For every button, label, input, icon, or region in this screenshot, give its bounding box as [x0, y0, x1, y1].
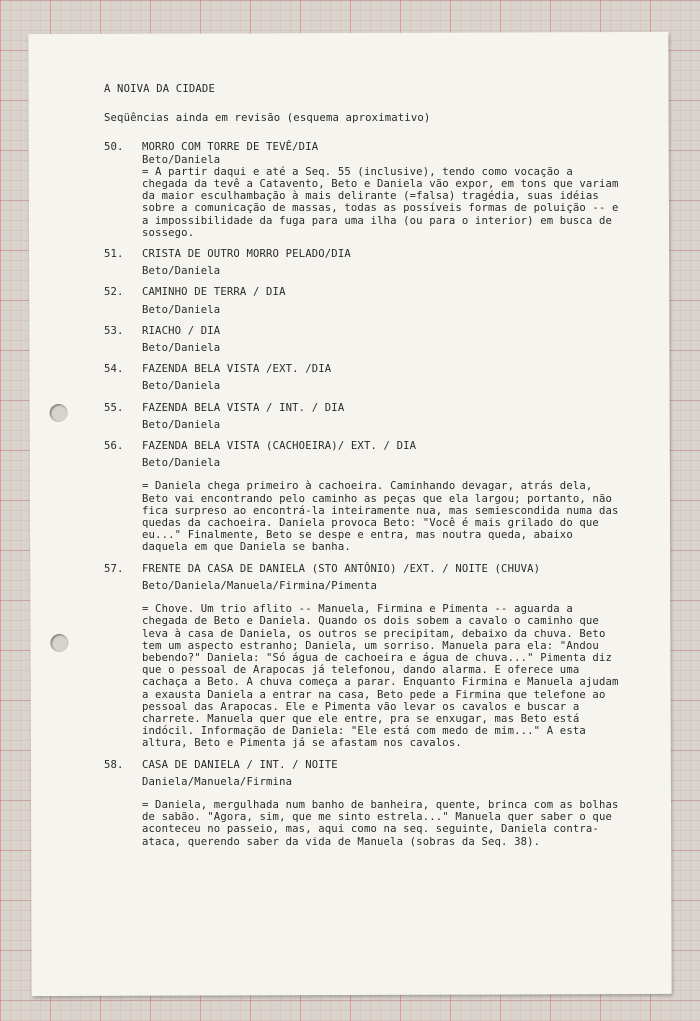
document-body — [104, 83, 619, 857]
sequence-heading: FRENTE DA CASA DE DANIELA (STO ANTÔNIO) /EXT. / NOITE (CHUVA) — [142, 562, 541, 575]
document-title: A NOIVA DA CIDADE — [104, 83, 215, 95]
sequence-description: = Daniela chega primeiro à cachoeira. Caminhando devagar, atrás dela, Beto vai encontrando pelo caminho as peças que ela largou; portanto, não fica surpreso ao encontrá-la inteiramente nua, mas semiescondida numa das quedas da cachoeira. Daniela provoca Beto: "Você é mais grilado do que eu..." Finalmente, Beto se despe e entra, mas noutra queda, abaixo daquela em que Daniela se banha. — [142, 480, 619, 554]
sequence-57 — [104, 563, 619, 750]
sequence-characters: Beto/Daniela — [142, 457, 221, 470]
sequence-number: 58. — [104, 758, 124, 771]
sequence-characters: Daniela/Manuela/Firmina — [142, 775, 293, 788]
sequence-heading: FAZENDA BELA VISTA / INT. / DIA — [142, 401, 345, 414]
sequence-description: = Daniela, mergulhada num banho de banheira, quente, brinca com as bolhas de sabão. "Agora, sim, que me sinto estrela..." Manuela quer saber o que aconteceu no passeio, mas, aqui como na seq. seguinte, Daniela contra-ataca, querendo saber da vida de Manuela (sobras da Seq. 38). — [142, 798, 619, 848]
sequence-56 — [104, 440, 619, 554]
sequence-heading: MORRO COM TORRE DE TEVÊ/DIA — [142, 141, 319, 154]
sequence-characters: Beto/Daniela — [142, 342, 221, 355]
sequence-characters: Beto/Daniela — [142, 380, 221, 393]
document-subtitle: Seqüências ainda em revisão (esquema aproximativo) — [104, 112, 431, 125]
punch-hole-top — [50, 404, 68, 422]
sequence-characters: Beto/Daniela/Manuela/Firmina/Pimenta — [142, 579, 378, 592]
sequence-number: 54. — [104, 363, 124, 376]
sequence-55 — [104, 402, 619, 431]
sequence-number: 57. — [104, 562, 124, 575]
sequence-description: = A partir daqui e até a Seq. 55 (inclusive), tendo como vocação a chegada da tevê a Catavento, Beto e Daniela vão expor, em tons que variam da maior esculhambação à mais delirante (=falsa) tragédia, suas idéias sobre a comunicação de massas, todas as possíveis formas de poluição -- e a impossibilidade da fuga para uma ilha (ou para o interior) em busca de sossego. — [142, 165, 619, 239]
sequence-number: 56. — [104, 440, 124, 453]
sequence-heading: FAZENDA BELA VISTA (CACHOEIRA)/ EXT. / DIA — [142, 440, 417, 453]
sequence-50 — [104, 141, 619, 239]
sequence-characters: Beto/Daniela — [142, 418, 221, 431]
sequence-52 — [104, 286, 619, 315]
sequence-number: 55. — [104, 401, 124, 414]
sequence-characters: Beto/Daniela — [142, 265, 221, 278]
sequence-heading: RIACHO / DIA — [142, 324, 221, 337]
sequence-heading: CAMINHO DE TERRA / DIA — [142, 286, 286, 299]
sequence-number: 51. — [104, 248, 124, 261]
sequence-heading: CRISTA DE OUTRO MORRO PELADO/DIA — [142, 248, 351, 261]
sequence-heading: CASA DE DANIELA / INT. / NOITE — [142, 758, 338, 771]
sequence-53 — [104, 325, 619, 354]
punch-hole-bottom — [50, 634, 68, 652]
sequence-number: 52. — [104, 286, 124, 299]
sequence-heading: FAZENDA BELA VISTA /EXT. /DIA — [142, 363, 332, 376]
sequence-number: 53. — [104, 324, 124, 337]
sequence-number: 50. — [104, 141, 124, 154]
sequence-54 — [104, 363, 619, 392]
sequence-description: = Chove. Um trio aflito -- Manuela, Firmina e Pimenta -- aguarda a chegada de Beto e Daniela. Quando os dois sobem a cavalo o caminho que leva à casa de Daniela, os outros se precipitam, debaixo da chuva. Beto tem um aspecto estranho; Daniela, um sorriso. Manuela para ela: "Andou bebendo?" Daniela: "Só água de cachoeira e água de chuva..." Pimenta diz que o pessoal de Arapocas já telefonou, dando alarma. E oferece uma cachaça a Beto. A chuva começa a parar. Enquanto Firmina e Manuela ajudam a exausta Daniela a entrar na casa, Beto pede a Firmina que telefone ao pessoal das Arapocas. Ele e Pimenta vão levar os cavalos e buscar a charrete. Manuela quer que ele entre, pra se enxugar, mas Beto está indócil. Informação de Daniela: "Ele está com medo de mim..." A esta altura, Beto e Pimenta já se afastam nos cavalos. — [142, 603, 619, 750]
sequence-characters: Beto/Daniela — [142, 303, 221, 316]
sequence-51 — [104, 248, 619, 277]
sequence-characters: Beto/Daniela — [142, 153, 221, 166]
sequence-58 — [104, 759, 619, 848]
